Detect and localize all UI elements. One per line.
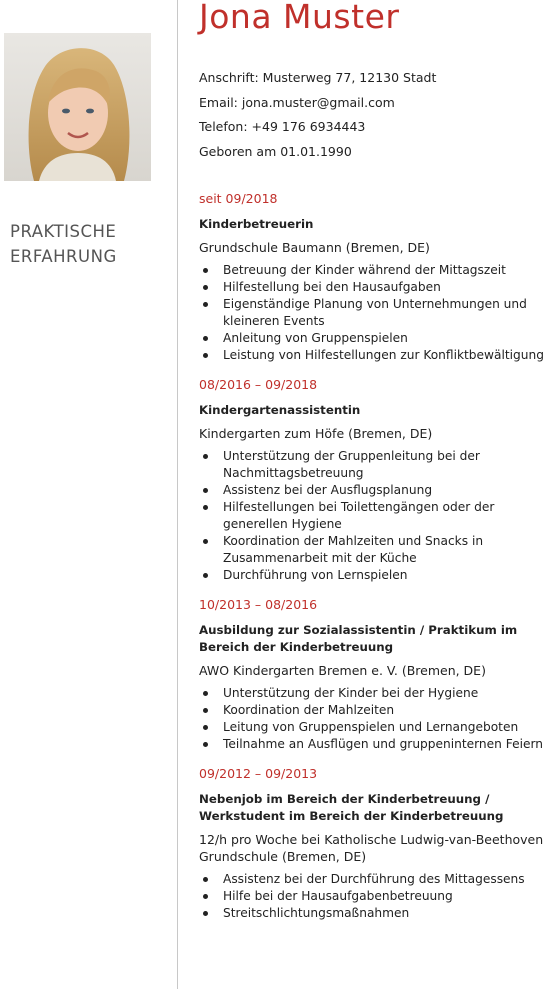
entry-organization: AWO Kindergarten Bremen e. V. (Bremen, DE) xyxy=(199,663,486,678)
entry-role: Kinderbetreuerin xyxy=(199,217,314,231)
bullet-item: Koordination der Mahlzeiten und Snacks in Zusammenarbeit mit der Küche xyxy=(199,533,555,567)
bullet-item: Hilfestellungen bei Toilettengängen oder der generellen Hygiene xyxy=(199,499,555,533)
bullet-item: Leistung von Hilfestellungen zur Konfliktbewältigung xyxy=(199,347,555,364)
entry-organization: Grundschule Baumann (Bremen, DE) xyxy=(199,240,430,255)
entry-date: 10/2013 – 08/2016 xyxy=(199,597,318,612)
section-title-line2: ERFAHRUNG xyxy=(10,247,117,266)
experience-entry xyxy=(199,765,555,922)
portrait-photo xyxy=(4,33,151,181)
bullet-item: Assistenz bei der Ausflugsplanung xyxy=(199,482,555,499)
bullet-item: Durchführung von Lernspielen xyxy=(199,567,555,584)
contact-phone: Telefon: +49 176 6934443 xyxy=(199,119,366,134)
bullet-item: Unterstützung der Kinder bei der Hygiene xyxy=(199,685,555,702)
entry-date: seit 09/2018 xyxy=(199,191,278,206)
section-title-line1: PRAKTISCHE xyxy=(10,222,117,241)
bullet-item: Streitschlichtungsmaßnahmen xyxy=(199,905,555,922)
bullet-item: Hilfestellung bei den Hausaufgaben xyxy=(199,279,555,296)
entry-organization: Kindergarten zum Höfe (Bremen, DE) xyxy=(199,426,433,441)
bullet-item: Eigenständige Planung von Unternehmungen und kleineren Events xyxy=(199,296,555,330)
entry-bullets xyxy=(199,448,555,584)
person-name: Jona Muster xyxy=(199,0,400,36)
bullet-item: Hilfe bei der Hausaufgabenbetreuung xyxy=(199,888,555,905)
section-title xyxy=(10,219,160,269)
vertical-divider xyxy=(177,0,178,989)
entry-bullets xyxy=(199,871,555,922)
bullet-item: Leitung von Gruppenspielen und Lernangeboten xyxy=(199,719,555,736)
contact-email: Email: jona.muster@gmail.com xyxy=(199,94,395,110)
entry-date: 09/2012 – 09/2013 xyxy=(199,766,318,781)
entry-role: Nebenjob im Bereich der Kinderbetreuung / Werkstudent im Bereich der Kinderbetreuung xyxy=(199,792,504,823)
experience-list xyxy=(199,190,555,934)
contact-birthdate: Geboren am 01.01.1990 xyxy=(199,143,352,159)
entry-organization: 12/h pro Woche bei Katholische Ludwig-van-Beethoven Grundschule (Bremen, DE) xyxy=(199,832,544,864)
entry-role: Kindergartenassistentin xyxy=(199,403,361,417)
entry-role: Ausbildung zur Sozialassistentin / Praktikum im Bereich der Kinderbetreuung xyxy=(199,623,518,654)
bullet-item: Betreuung der Kinder während der Mittagszeit xyxy=(199,262,555,279)
bullet-item: Anleitung von Gruppenspielen xyxy=(199,330,555,347)
experience-entry xyxy=(199,596,555,753)
bullet-item: Teilnahme an Ausflügen und gruppeninternen Feiern xyxy=(199,736,555,753)
contact-block xyxy=(199,66,549,164)
entry-date: 08/2016 – 09/2018 xyxy=(199,377,318,392)
portrait-image xyxy=(4,33,151,181)
entry-bullets xyxy=(199,262,555,364)
entry-bullets xyxy=(199,685,555,753)
experience-entry xyxy=(199,190,555,364)
bullet-item: Unterstützung der Gruppenleitung bei der Nachmittagsbetreuung xyxy=(199,448,555,482)
contact-address: Anschrift: Musterweg 77, 12130 Stadt xyxy=(199,70,437,85)
bullet-item: Assistenz bei der Durchführung des Mittagessens xyxy=(199,871,555,888)
bullet-item: Koordination der Mahlzeiten xyxy=(199,702,555,719)
experience-entry xyxy=(199,376,555,584)
